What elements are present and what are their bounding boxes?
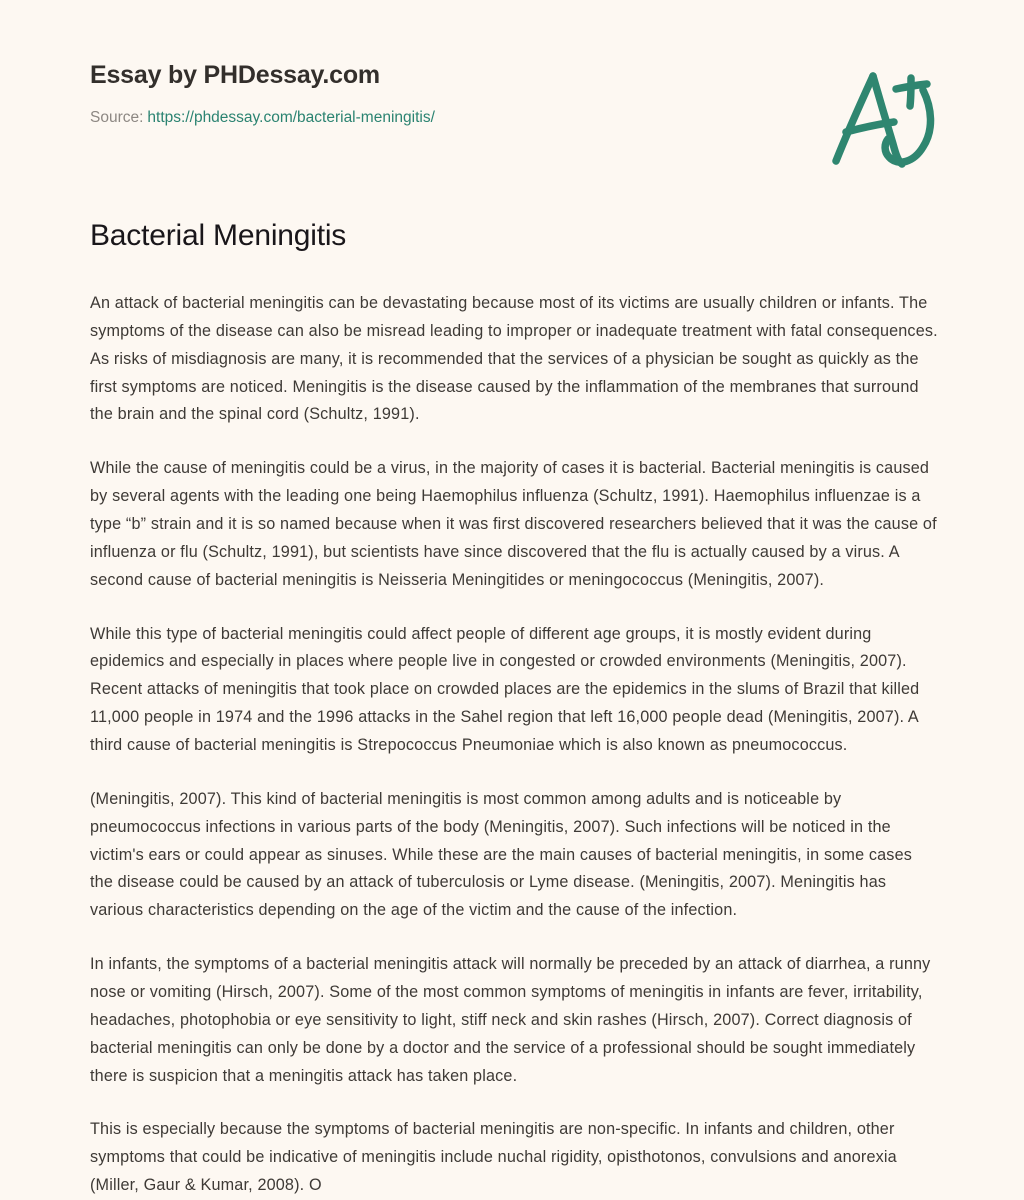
paragraph: (Meningitis, 2007). This kind of bacterial meningitis is most common among adults and is noticeable by pneumococcus infections in various parts of the body (Meningitis, 2007). Such infections will be noticed in the victim's ears or could appear as sinuses. While these are the main causes of bacterial meningitis, in some cases the disease could be caused by an attack of tuberculosis or Lyme disease. (Meningitis, 2007). Meningitis has various characteristics depending on the age of the victim and the cause of the infection. bbox=[90, 789, 912, 920]
paragraph: While this type of bacterial meningitis could affect people of different age groups, it is mostly evident during epidemics and especially in places where people live in congested or crowded environments (Meningitis, 2007). Recent attacks of meningitis that took place on crowded places are the epidemics in the slums of Brazil that killed 11,000 people in 1974 and the 1996 attacks in the Sahel region that left 16,000 people dead (Meningitis, 2007). A third cause of bacterial meningitis is Strepococcus Pneumoniae which is also known as pneumococcus. bbox=[90, 624, 920, 755]
source-label: Source: bbox=[90, 108, 144, 126]
phdessay-logo bbox=[824, 62, 944, 172]
a-plus-logo-icon bbox=[824, 62, 944, 172]
brand-title: Essay by PHDessay.com bbox=[90, 61, 380, 89]
paragraph: In infants, the symptoms of a bacterial meningitis attack will normally be preceded by an attack of diarrhea, a runny nose or vomiting (Hirsch, 2007). Some of the most common symptoms of meningitis in infants are fever, irritability, headaches, photophobia or eye sensitivity to light, stiff neck and skin rashes (Hirsch, 2007). Correct diagnosis of bacterial meningitis can only be done by a doctor and the service of a professional should be sought immediately there is suspicion that a meningitis attack has taken place. bbox=[90, 955, 931, 1085]
source-url-link[interactable]: https://phdessay.com/bacterial-meningitis/ bbox=[147, 108, 435, 126]
page-title: Bacterial Meningitis bbox=[90, 219, 347, 252]
source-line bbox=[90, 109, 936, 128]
paragraph: While the cause of meningitis could be a virus, in the majority of cases it is bacterial. Bacterial meningitis is caused by several agents with the leading one being Haemophilus influenza (Schultz, 1991). Haemophilus influenzae is a type “b” strain and it is so named because when it was first discovered researchers believed that it was the cause of influenza or flu (Schultz, 1991), but scientists have since discovered that the flu is actually caused by a virus. A second cause of bacterial meningitis is Neisseria Meningitides or meningococcus (Meningitis, 2007). bbox=[90, 459, 937, 589]
paragraph: An attack of bacterial meningitis can be devastating because most of its victims are usually children or infants. The symptoms of the disease can also be misread leading to improper or inadequate treatment with fatal consequences. As risks of misdiagnosis are many, it is recommended that the services of a physician be sought as quickly as the first symptoms are noticed. Meningitis is the disease caused by the inflammation of the membranes that surround the brain and the spinal cord (Schultz, 1991). bbox=[90, 294, 938, 424]
article bbox=[90, 218, 938, 1200]
paragraph: This is especially because the symptoms of bacterial meningitis are non-specific. In infants and children, other symptoms that could be indicative of meningitis include nuchal rigidity, opisthotonos, convulsions and anorexia (Miller, Gaur & Kumar, 2008). O bbox=[90, 1120, 897, 1195]
article-body bbox=[90, 290, 938, 1200]
